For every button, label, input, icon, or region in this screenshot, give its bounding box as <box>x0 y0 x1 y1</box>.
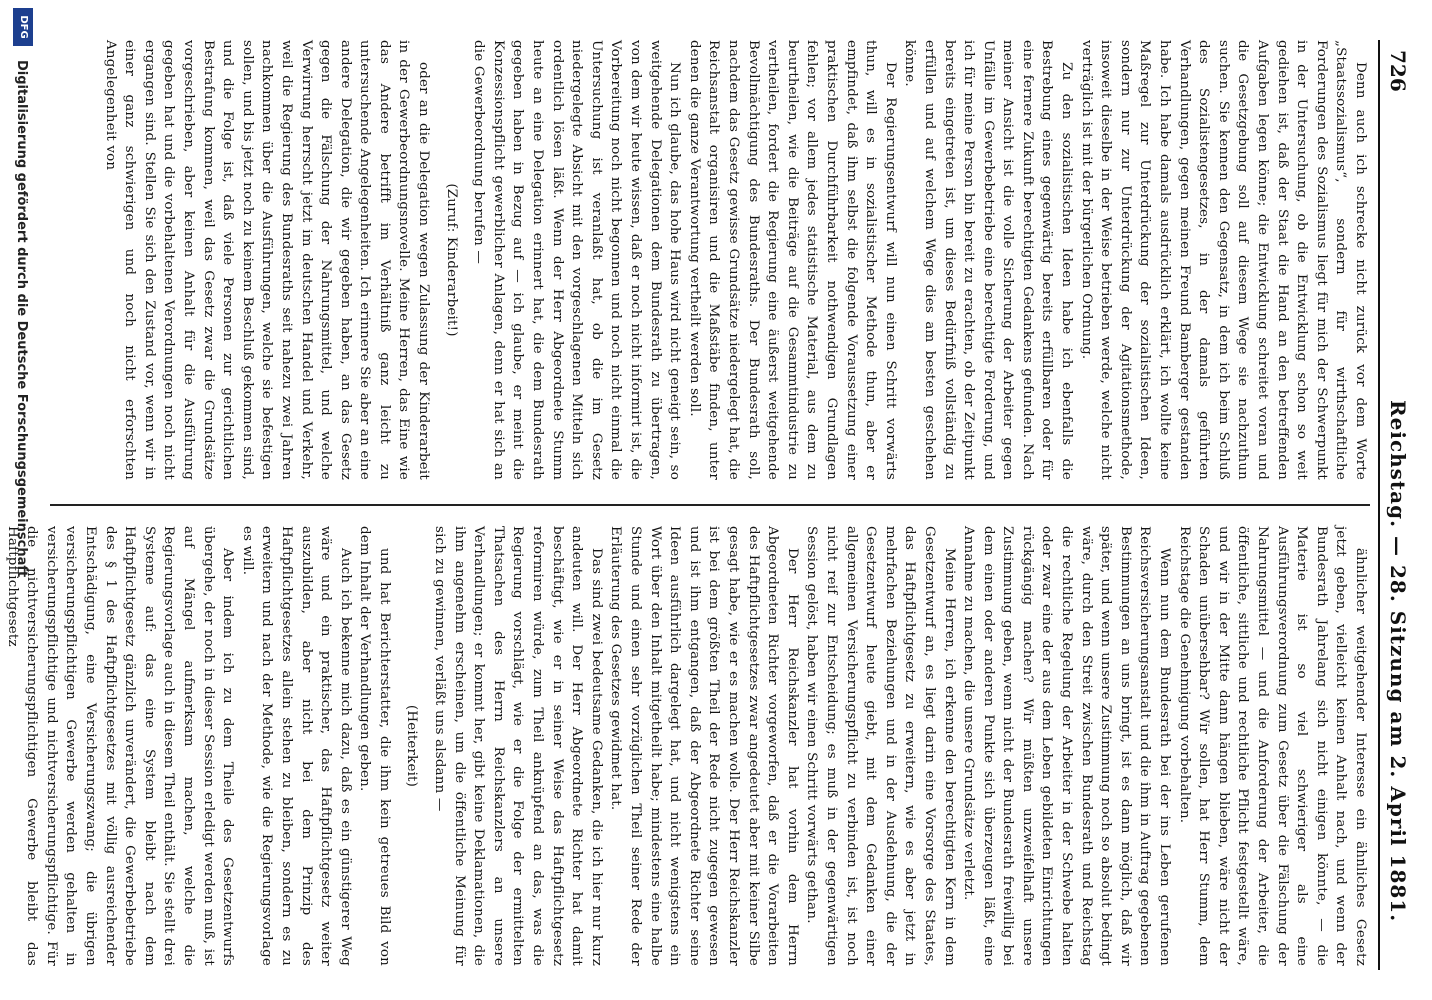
digitization-credit <box>7 0 37 1000</box>
left-column <box>50 40 1370 480</box>
paragraph: Denn auch ich schrecke nicht zurück vor dem Worte „Staatssozialismus“, sondern für wirthschaftliche Forderungen des Sozialismus liegt für mich der Schwerpunkt in der Untersuchung, ob die Entwicklung schon so weit gediehen ist, daß der Staat die Hand an den betreffenden Aufgaben legen könne; die Entwicklung schreitet voran und die Gesetzgebung soll auf diesem Wege sie nachzuthun suchen. Sie kennen den Gegensatz, in dem ich beim Schluß des Sozialistengesetzes, in der damals geführten Verhandlungen, gegen meinen Freund Bamberger gestanden habe. Ich habe damals ausdrücklich erklärt, ich wollte keine Maßregel zur Unterdrückung der sozialistischen Ideen, sondern nur zur Unterdrückung der Agitationsmethode, insoweit dieselbe in der Weise betrieben werde, welche nicht verträglich ist mit der bürgerlichen Ordnung. <box>1078 40 1368 480</box>
credit-text: Digitalisierung gefördert durch die Deutsche Forschungsgemeinschaft <box>14 60 29 578</box>
paragraph: ähnlicher weitgehender Interesse ein ähnliches Gesetz jetzt geben, vielleicht keinen Anhalt nach, und wenn der Bundesrath Jahrelang sich nicht einigen könnte, — die Materie ist so viel schwieriger als eine Ausführungsverordnung zum Gesetz über die Fälschung der Nahrungsmittel — und die Anforderung der Arbeiter, die öffentliche, sittliche und rechtliche Pflicht festgestellt wäre, und wir in der Mitte dann hängen blieben, wäre nicht der Schaden unübersehbar? Wir sollen, hat Herr Stumm, dem Reichstage die Genehmigung vorbehalten. <box>1176 526 1368 966</box>
paragraph: Nun ich glaube, das hohe Haus wird nicht geneigt sein, so weitgehende Delegationen dem Bundesrath zu übertragen, von dem wir heute wissen, daß er noch nicht informirt ist, die Vorbereitung noch nicht begonnen und noch nicht einmal die Untersuchung ist veranlaßt hat, ob die im Gesetz niedergelegte Absicht mit den vorgeschlagenen Mitteln sich ordentlich lösen läßt. Wenn der Herr Abgeordnete Stumm heute an eine Delegation erinnert hat, die dem Bundesrath gegeben haben in Bezug auf — ich glaube, er meint die Konzessionspflicht gewerblicher Anlagen, denn er hat sich an die Gewerbeordnung berufen — <box>471 40 683 480</box>
interjection: (Heiterkeit) <box>404 704 420 788</box>
paragraph: Wenn nun dem Bundesrath bei der ins Leben gerufenen Reichsversicherungsanstalt und die ihm in Auftrag gegebenen Bestimmungen an uns bringt, ist es dann möglich, daß wir später, und wenn unsere Zustimmung noch so absolut bedingt wäre, durch den Streit zwischen Bundesrath und Reichstag die rechtliche Regelung der Arbeiter in der Schwebe halten oder zwar eine der aus dem Leben gebildeten Einrichtungen rückgängig machen? Wir müßten unzweifelhaft unsere Zustimmung geben, wenn nicht der Bundesrath freiwillig bei dem einen oder anderen Punkte sich überzeugen läßt, eine Annahme zu machen, die unsere Grundsätze verletzt. <box>961 526 1173 966</box>
column-divider <box>50 504 1370 506</box>
paragraph: Der Regierungsentwurf will nun einen Schritt vorwärts thun, will es in sozialistischer Methode thun, aber er empfindet, daß ihm selbst die folgende Voraussetzung einer praktischen Durchführbarkeit nothwendigen Grundlagen fehlen; vor allem jedes statistische Material, aus dem zu beurtheilen, wie die Beiträge auf die Gesammtindustrie zu vertheilen, fordert die Regierung eine äußerst weitgehende Bevollmächtigung des Bundesraths. Der Bundesrath soll, nachdem das Gesetz gewisse Grundsätze niedergelegt hat, die Reichsanstalt organisiren und die Maßstäbe finden, unter denen die ganze Verantwortung vertheilt werden soll. <box>686 40 898 480</box>
page-number: 726 <box>1386 50 1410 92</box>
interjection: (Zuruf: Kinderarbeit!) <box>443 183 459 337</box>
header-rule <box>1378 40 1380 970</box>
paragraph: oder an die Delegation wegen Zulassung der Kinderarbeit in der Gewerbeordnungsnovelle. Meine Herren, das Eine wie das Andere betrifft im Verhältniß ganz leicht zu untersuchende Angelegenheiten. Ich erinnere Sie aber an eine andere Delegation, die wir gegeben haben, an das Gesetz gegen die Fälschung der Nahrungsmittel, und welche Verwirrung herrscht jetzt im deutschen Handel und Verkehr, weil die Regierung des Bundesraths seit nahezu zwei Jahren nachkommen über die Ausführungen, welche sie befestigen sollen, und bis jetzt noch zu keinem Beschluß gekommen sind, und die Folge ist, daß viele Personen zur gerichtlichen Bestrafung kommen, weil das Gesetz zwar die Grundsätze vorgeschrieben, aber keinen Anhalt für die Ausführung gegeben hat und die vorbehaltenen Verordnungen noch nicht ergangen sind. Stellen Sie sich den Zustand vor, wenn wir in einer ganz schwierigen und noch nicht erforschten Angelegenheit von <box>102 40 432 480</box>
paragraph: und hat Berichterstatter, die ihm kein getreues Bild von dem Inhalt der Verhandlungen geben. <box>357 526 392 966</box>
running-head <box>1380 40 1414 970</box>
dfg-logo-icon: DFG <box>13 8 33 46</box>
paragraph: Meine Herren, ich erkenne den berechtigten Kern in dem Gesetzentwurf an, es liegt darin eine Vorsorge des Staates, das Haftpflichtgesetz zu erweitern, wie es aber jetzt in mehrfachen Beziehungen und in der Ausdehnung, die der Gesetzentwurf heute giebt, mit dem Gedanken einer allgemeinen Versicherungspflicht zu verbinden ist, ist noch nicht reif zur Entscheidung; es muß in der gegenwärtigen Session gelöst, haben wir einen Schritt vorwärts gethan. <box>804 526 957 966</box>
right-column <box>4 526 1370 966</box>
paragraph: Aber indem ich zu dem Theile des Gesetzentwurfs übergehe, der noch in dieser Session erledigt werden muß, ist auf Mängel aufmerksam machen, welche die Regierungsvorlage auch in diesem Theil enthält. Sie stellt drei Systeme auf: das eine System bleibt nach dem Haftpflichtgesetz gänzlich unverändert, die Gewerbebetriebe des § 1 des Haftpflichtgesetzes mit völlig ausreichender Entschädigung, eine Versicherungszwang; die übrigen versicherungspflichtigen Gewerbe werden gehalten in versicherungspflichtige und nichtversicherungspflichtige. Für die nichtversicherungspflichtigen Gewerbe bleibt das Haftpflichtgesetz <box>4 526 236 966</box>
paragraph: Der Herr Reichskanzler hat vorhin dem Herrn Abgeordneten Richter vorgeworfen, daß er die Vorarbeiten des Haftpflichtgesetzes zwar angedeutet aber mit keiner Silbe gesagt habe, wie er es machen wolle. Der Herr Reichskanzler ist bei dem größten Theil der Rede nicht zugegen gewesen und ist ihm entgangen, daß der Abgeordnete Richter seine Ideen ausführlich dargelegt hat, und nicht wenigstens ein Wort über den Inhalt mitgetheilt habe; mindestens eine halbe Stunde und einen sehr vorzüglichen Theil seiner Rede der Erläuterung des Gesetzes gewidmet hat. <box>608 526 800 966</box>
paragraph: Zu den sozialistischen Ideen habe ich ebenfalls die Bestrebung eines gegenwärtig bereits erfüllbaren oder für eine fernere Zukunft berechtigten Gedankens gefunden. Nach meiner Ansicht ist die volle Sicherung der Arbeiter gegen Unfälle im Gewerbebetriebe eine berechtigte Forderung, und ich für meine Person bin bereit zu erachten, ob der Zeitpunkt bereits eingetreten ist, um dieses Bedürfniß vollständig zu erfüllen und auf welchem Wege dies am besten geschehen könne. <box>902 40 1075 480</box>
paragraph: Auch ich bekenne mich dazu, daß es ein günstigerer Weg wäre und ein praktischer, das Haftpflichtgesetz weiter auszubilden, aber nicht bei dem Prinzip des Haftpflichtgesetzes allein stehen zu bleiben, sondern es zu erweitern und nach der Methode, wie die Regierungsvorlage es will. <box>239 526 353 966</box>
paragraph: Das sind zwei bedeutsame Gedanken, die ich hier nur kurz andeuten will. Der Herr Abgeordnete Richter hat damit beschäftigt, wie er in seiner Weise das Haftpflichtgesetz reformiren würde, zum Theil anknüpfend an das, was die Regierung vorschlägt, wie er die Folge der ermittelten Thatsachen des Herrn Reichskanzlers an unsere Verhandlungen; er kommt her, gibt keine Deklamationen, die ihm angenehm erscheinen, um die öffentliche Meinung für sich zu gewinnen, verläßt uns alsdann — <box>432 526 604 966</box>
page-title: Reichstag. — 28. Sitzung am 2. April 1881. <box>1386 400 1410 923</box>
